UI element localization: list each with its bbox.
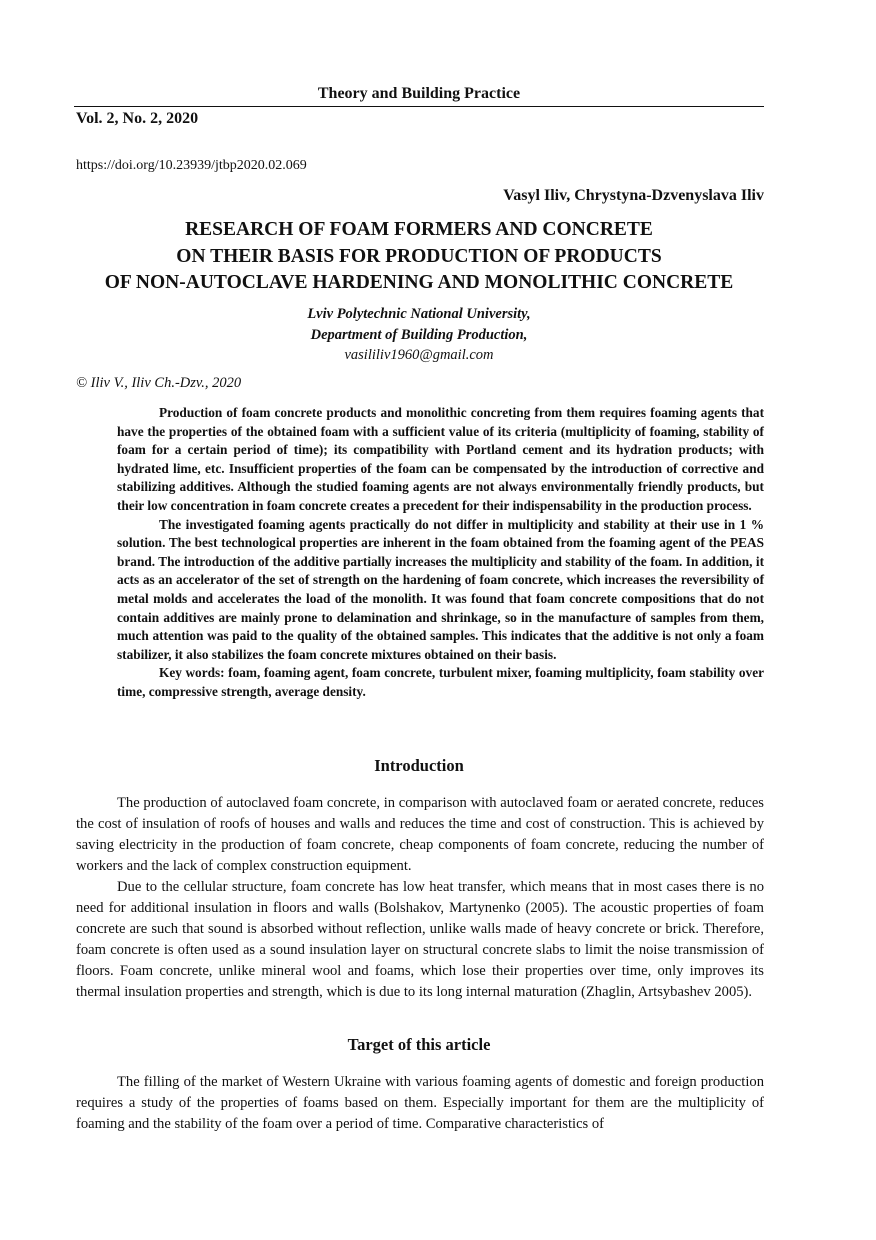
title-line: ON THEIR BASIS FOR PRODUCTION OF PRODUCTS xyxy=(176,245,662,267)
doi-link[interactable]: https://doi.org/10.23939/jtbp2020.02.069 xyxy=(76,158,307,173)
affiliation xyxy=(74,304,764,366)
section-heading-introduction: Introduction xyxy=(374,756,464,775)
body-paragraph: The filling of the market of Western Ukraine with various foaming agents of domestic and foreign production requires a study of the properties of foams based on them. Especially important for them are the multiplicity of foaming and the stability of the foam over a period of time. Comparative characteristics of xyxy=(76,1074,764,1132)
keywords: Key words: foam, foaming agent, foam concrete, turbulent mixer, foaming multiplicity, foam stability over time, compressive strength, average density. xyxy=(117,665,764,699)
copyright-notice: © Iliv V., Iliv Ch.-Dzv., 2020 xyxy=(76,375,242,391)
affiliation-department: Department of Building Production, xyxy=(310,326,528,343)
article-title xyxy=(74,217,764,297)
journal-title: Theory and Building Practice xyxy=(317,85,521,102)
target-body xyxy=(76,1072,764,1135)
abstract-paragraph: The investigated foaming agents practically do not differ in multiplicity and stability at their use in 1 % solution. The best technological properties are inherent in the foam obtained from the foaming agent of the PEAS brand. The introduction of the additive partially increases the multiplicity and stability of the foam. In addition, it acts as an accelerator of the set of strength on the hardening of foam concrete, which increases the reversibility of metal molds and accelerates the load of the monolith. It was found that foam concrete compositions that do not contain additives are mainly prone to delamination and shrinkage, so in the manufacture of samples from them, much attention was paid to the quality of the obtained samples. This indicates that the additive is not only a foam stabilizer, it also stabilizes the foam concrete mixtures obtained on their basis. xyxy=(117,516,764,662)
body-paragraph: The production of autoclaved foam concrete, in comparison with autoclaved foam or aerated concrete, reduces the cost of insulation of roofs of houses and walls and reduces the time and cost of construction. This is achieved by saving electricity in the production of foam concrete, cheap components of foam concrete, reducing the number of workers and the lack of complex construction equipment. xyxy=(76,795,764,874)
title-line: OF NON-AUTOCLAVE HARDENING AND MONOLITHIC CONCRETE xyxy=(104,272,734,293)
abstract-paragraph: Production of foam concrete products and monolithic concreting from them requires foaming agents that have the properties of the obtained foam with a sufficient value of its criteria (multiplicity of foaming, stability of foam for a certain period of time); its compatibility with Portland cement and its hydration products; with hydrated lime, etc. Insufficient properties of the foam can be compensated by the introduction of corrective and stabilizing additives. Although the studied foaming agents are not always environmentally friendly products, but their low concentration in foam concrete creates a precedent for their indispensability in the production process. xyxy=(117,405,764,513)
author-email[interactable]: vasililiv1960@gmail.com xyxy=(344,347,494,363)
introduction-body xyxy=(76,793,764,1003)
section-heading-target: Target of this article xyxy=(347,1035,491,1054)
header-rule xyxy=(74,106,764,107)
title-line: RESEARCH OF FOAM FORMERS AND CONCRETE xyxy=(185,219,653,240)
body-paragraph: Due to the cellular structure, foam concrete has low heat transfer, which means that in most cases there is no need for additional insulation in floors and walls (Bolshakov, Martynenko (2005). The acoustic properties of foam concrete are such that sound is absorbed without reflection, unlike walls made of heavy concrete or brick. Therefore, foam concrete is often used as a sound insulation layer on structural concrete slabs to limit the noise transmission of floors. Foam concrete, unlike mineral wool and foams, which lose their properties over time, only improves its thermal insulation properties and strength, which is due to its long internal maturation (Zhaglin, Artsybashev 2005). xyxy=(76,879,764,1000)
volume-label: Vol. 2, No. 2, 2020 xyxy=(76,110,199,127)
authors: Vasyl Iliv, Chrystyna-Dzvenyslava Iliv xyxy=(503,187,764,204)
affiliation-university: Lviv Polytechnic National University, xyxy=(307,306,531,322)
abstract xyxy=(117,404,764,702)
